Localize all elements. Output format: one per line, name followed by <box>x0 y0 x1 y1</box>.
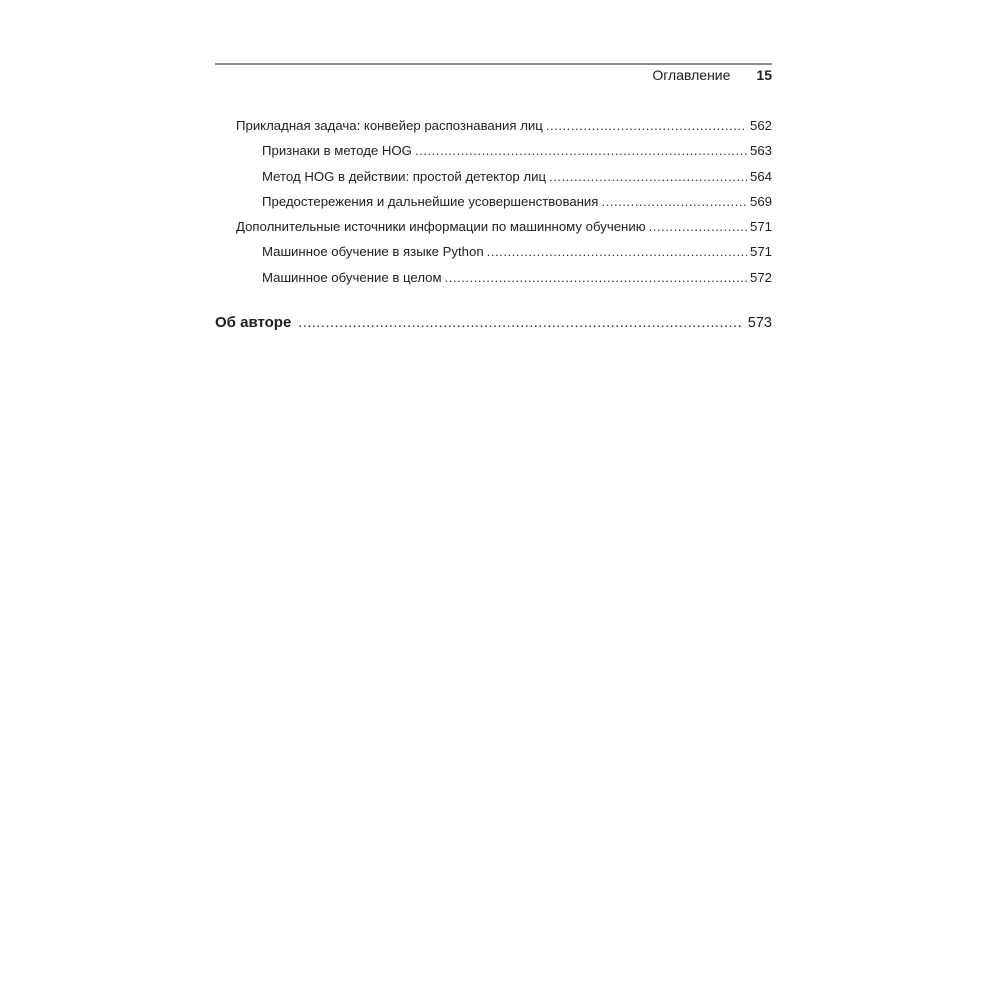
toc-chapter-page: 573 <box>747 315 772 332</box>
header-rule <box>215 63 772 65</box>
toc-entry-ml-general[interactable] <box>215 268 772 293</box>
toc-entry-title: Метод HOG в действии: простой детектор лиц <box>262 168 547 184</box>
toc-entry-further-resources[interactable] <box>215 217 772 242</box>
toc-entry-page: 571 <box>749 244 772 260</box>
running-header-title: Оглавление <box>652 67 731 83</box>
toc-entry-face-pipeline[interactable] <box>215 116 772 141</box>
dot-leader <box>445 268 747 288</box>
dot-leader <box>415 141 747 161</box>
toc-entry-title: Машинное обучение в целом <box>262 269 442 285</box>
toc-entry-page: 572 <box>749 269 772 285</box>
toc-entry-title: Признаки в методе HOG <box>262 143 412 159</box>
toc-chapter-about-author[interactable] <box>215 313 772 338</box>
dot-leader <box>601 192 747 212</box>
toc-entry-title: Предостережения и дальнейшие усовершенствования <box>262 193 599 209</box>
dot-leader <box>298 313 741 333</box>
toc-chapter-title: Об авторе <box>215 314 292 332</box>
toc-entry-caveats[interactable] <box>215 192 772 217</box>
dot-leader <box>487 242 747 262</box>
dot-leader <box>546 116 747 136</box>
toc-entry-page: 571 <box>749 219 772 235</box>
dot-leader <box>549 167 747 187</box>
page-number: 15 <box>756 67 772 83</box>
toc-entry-title: Прикладная задача: конвейер распознавания лиц <box>236 118 543 133</box>
dot-leader <box>649 217 747 237</box>
toc-entry-hog-features[interactable] <box>215 141 772 166</box>
toc-entry-title: Машинное обучение в языке Python <box>262 244 484 260</box>
toc-entry-ml-python[interactable] <box>215 242 772 267</box>
running-header <box>215 67 772 87</box>
toc-entry-page: 562 <box>749 118 772 133</box>
toc-entry-page: 563 <box>749 143 772 159</box>
toc-entry-hog-detector[interactable] <box>215 167 772 192</box>
toc-entry-page: 564 <box>749 168 772 184</box>
table-of-contents <box>215 116 772 338</box>
toc-entry-page: 569 <box>749 193 772 209</box>
toc-entry-title: Дополнительные источники информации по машинному обучению <box>236 219 646 235</box>
